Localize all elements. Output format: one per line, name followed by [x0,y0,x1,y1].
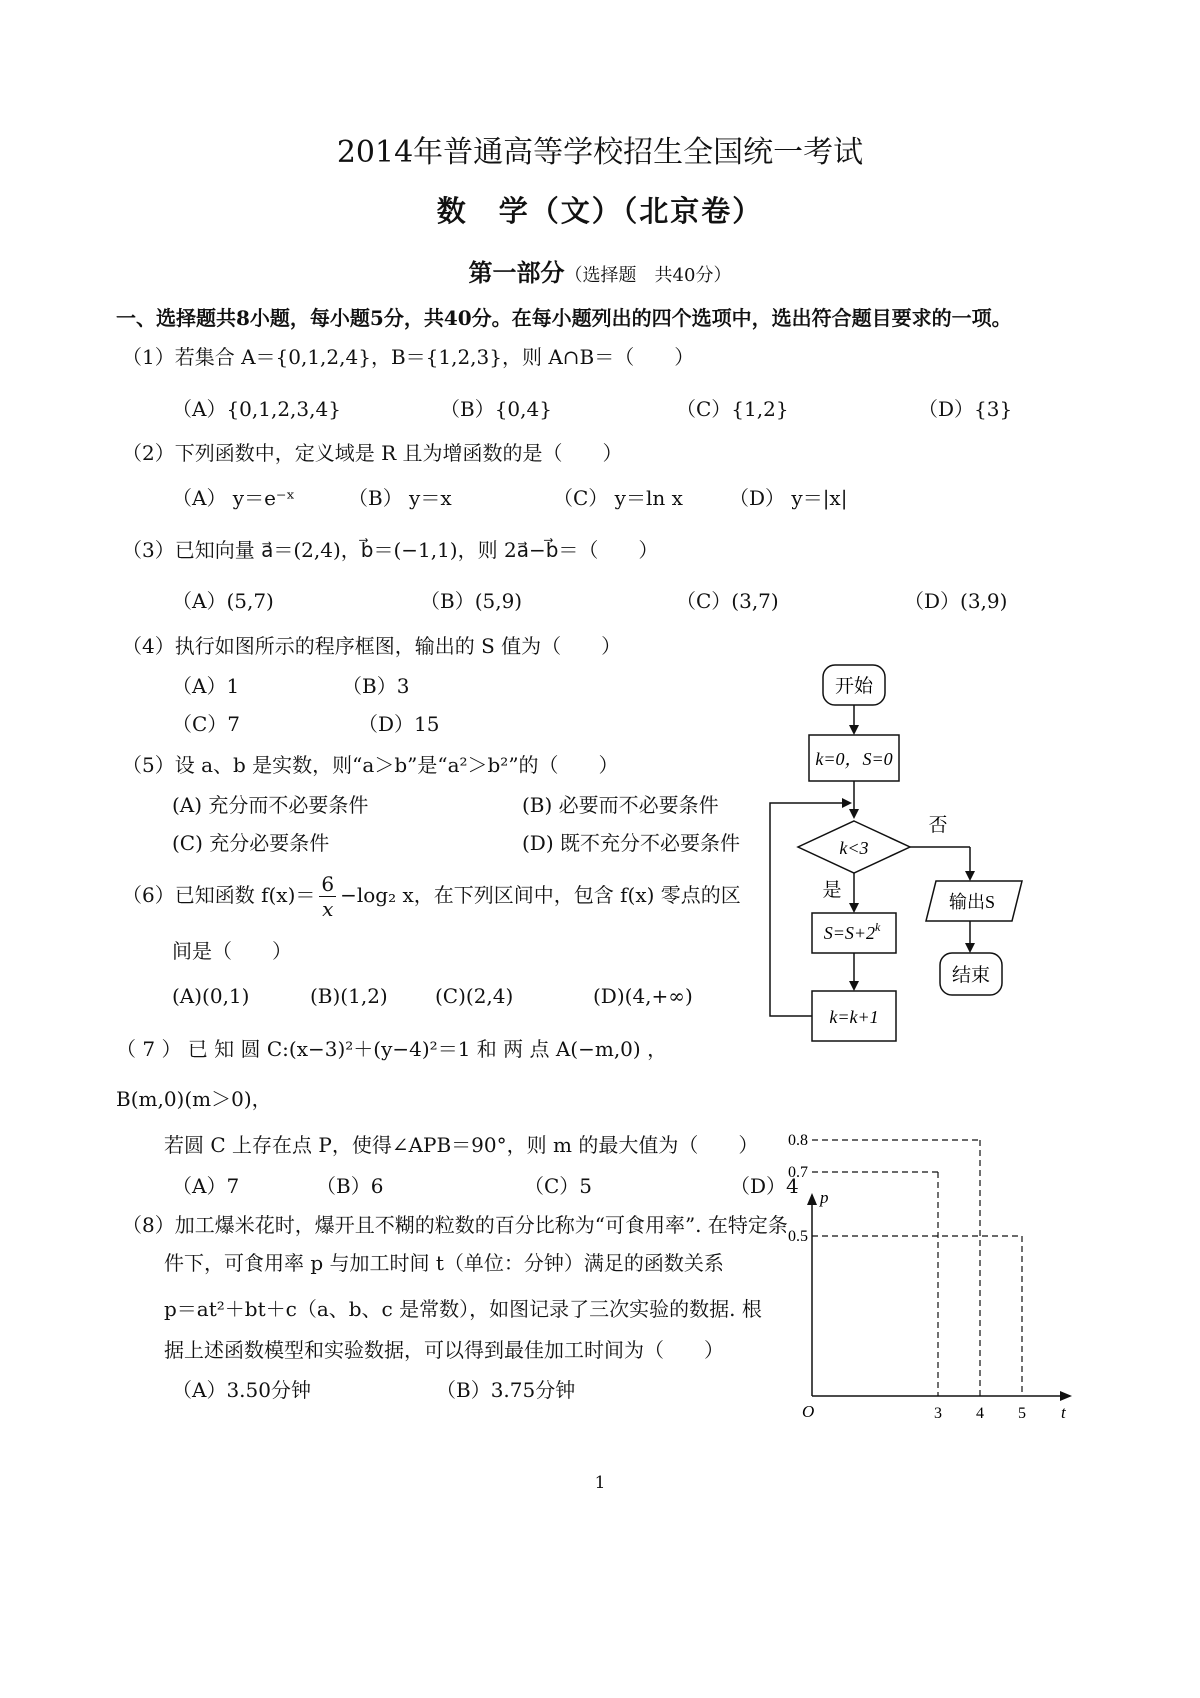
flow-increment-label: k=k+1 [829,1007,879,1027]
q8-line2: 件下，可食用率 p 与加工时间 t（单位：分钟）满足的函数关系 [164,1251,724,1275]
flow-output-label: 输出S [948,892,996,912]
flowchart [760,655,1040,1055]
q5-option-c: (C) 充分必要条件 [172,831,330,855]
part-note: （选择题 共40分） [564,265,732,286]
flow-condition-label: k<3 [839,838,869,858]
q5-option-b: (B) 必要而不必要条件 [522,793,719,817]
q1-stem: （1）若集合 A＝{0,1,2,4}，B＝{1,2,3}，则 A∩B＝（ ） [122,345,695,369]
q6-fraction [319,872,336,921]
q3-option-a: （A）(5,7) [172,589,274,613]
x-tick-label-5: 5 [1018,1405,1026,1422]
q8-option-b: （B）3.75分钟 [436,1378,576,1402]
part-heading [0,253,1200,288]
section-instruction: 一、选择题共8小题，每小题5分，共40分。在每小题列出的四个选项中，选出符合题目要求的一项。 [116,306,1012,330]
flow-end-label: 结束 [951,965,991,986]
q2-stem: （2）下列函数中，定义域是 R 且为增函数的是（ ） [122,441,623,465]
exam-title: 2014年普通高等学校招生全国统一考试 [336,135,864,170]
q7-stem-line3: 若圆 C 上存在点 P，使得∠APB＝90°，则 m 的最大值为（ ） [164,1133,759,1157]
q5-stem: （5）设 a、b 是实数，则“a＞b”是“a²＞b²”的（ ） [122,753,619,777]
q8-option-a: （A）3.50分钟 [172,1378,311,1402]
q1-option-a: （A）{0,1,2,3,4} [172,397,341,421]
q7-stem-line2: B(m,0)(m＞0)， [116,1087,272,1111]
flow-body-text [824,920,881,943]
y-axis-label: p [820,1188,829,1207]
q6-option-d: (D)(4,+∞) [593,984,693,1008]
q6-stem-pre: （6）已知函数 f(x)＝ [122,883,316,907]
q8-line3: p＝at²＋bt＋c（a、b、c 是常数），如图记录了三次实验的数据. 根 [164,1297,762,1321]
exam-subject: 数 学（文）（北京卷） [436,194,764,228]
q1-option-c: （C）{1,2} [676,397,789,421]
page-number: 1 [594,1473,606,1493]
flow-body-exponent: k [874,920,881,934]
q8-line4: 据上述函数模型和实验数据，可以得到最佳加工时间为（ ） [164,1338,724,1362]
y-tick-label-0.8: 0.8 [788,1132,808,1149]
q1-option-b: （B）{0,4} [440,397,552,421]
q2-option-d: （D） y＝|x| [729,486,848,510]
q4-stem: （4）执行如图所示的程序框图，输出的 S 值为（ ） [122,634,622,658]
q7-stem-line1: （ 7 ） 已 知 圆 C:(x−3)²＋(y−4)²＝1 和 两 点 A(−m,0) ， [116,1037,668,1061]
q3-option-b: （B）(5,9) [420,589,523,613]
q6-frac-den: x [322,897,334,921]
flow-loop-back [770,803,850,1016]
q8-line1: （8）加工爆米花时，爆开且不糊的粒数的百分比称为“可食用率”. 在特定条 [122,1213,788,1237]
q5-option-a: (A) 充分而不必要条件 [172,793,369,817]
q7-option-b: （B）6 [316,1174,384,1198]
q7-option-a: （A）7 [172,1174,240,1198]
y-tick-label-0.5: 0.5 [788,1228,808,1245]
q6-frac-num: 6 [321,872,335,896]
chart-guides [812,1140,1022,1396]
chart-points [788,1132,1026,1422]
q3-option-d: （D）(3,9) [904,589,1008,613]
q4-option-b: （B）3 [342,674,410,698]
q4-option-a: （A）1 [172,674,240,698]
q6-stem [122,872,741,921]
flow-no-label: 否 [928,815,948,836]
flow-init-label: k=0，S=0 [815,749,893,769]
q4-option-c: （C）7 [172,712,241,736]
q3-option-c: （C）(3,7) [676,589,779,613]
origin-label: O [802,1402,815,1421]
x-tick-label-4: 4 [976,1405,984,1422]
flow-start-label: 开始 [834,676,874,697]
q3-stem: （3）已知向量 a⃗＝(2,4)，b⃗＝(−1,1)，则 2a⃗−b⃗＝（ ） [122,538,659,562]
q2-option-a: （A） y＝e⁻ˣ [172,486,295,510]
q8-chart [780,1132,1080,1450]
x-axis-label: t [1061,1403,1066,1422]
x-tick-label-3: 3 [934,1405,942,1422]
q6-option-c: (C)(2,4) [435,984,514,1008]
q7-option-d: （D）4 [730,1174,799,1198]
q6-stem-line2: 间是（ ） [172,939,292,963]
y-tick-label-0.7: 0.7 [788,1164,808,1181]
part-title: 第一部分 [468,258,565,287]
q1-option-d: （D）{3} [918,397,1013,421]
flow-body-label: S=S+2 [823,923,875,943]
q4-option-d: （D）15 [358,712,440,736]
q5-option-d: (D) 既不充分不必要条件 [522,831,740,855]
q6-option-b: (B)(1,2) [310,984,388,1008]
q6-option-a: (A)(0,1) [172,984,250,1008]
q2-option-b: （B） y＝x [348,486,452,510]
q7-option-c: （C）5 [524,1174,593,1198]
q2-option-c: （C） y＝ln x [553,486,683,510]
q6-stem-post: −log₂ x，在下列区间中，包含 f(x) 零点的区 [340,883,741,907]
flow-yes-label: 是 [822,880,842,901]
